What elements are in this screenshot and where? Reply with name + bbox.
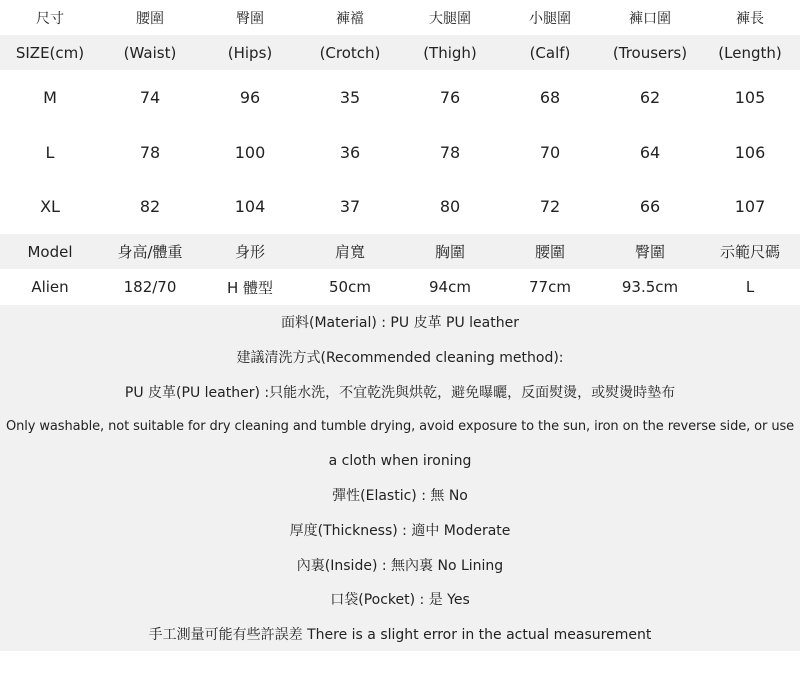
measurement-error-note: 手工測量可能有些許誤差 There is a slight error in the actual measurement	[148, 626, 652, 643]
header-cell: 褲長	[736, 10, 764, 27]
header-cell: (Thigh)	[423, 43, 477, 62]
header-cell: 身形	[234, 243, 265, 262]
inside-note: 內裏(Inside) : 無內裏 No Lining	[296, 557, 504, 574]
table-cell: 80	[439, 197, 461, 217]
header-cell: (Length)	[718, 43, 782, 62]
table-cell: 94cm	[429, 278, 471, 297]
size-cell: L	[45, 142, 55, 162]
table-cell: H 體型	[226, 278, 274, 297]
table-cell: 64	[639, 142, 661, 162]
table-cell: 182/70	[123, 278, 177, 297]
table-cell: 74	[139, 87, 161, 107]
header-cell: 腰圍	[136, 10, 164, 27]
material-note: 面料(Material) : PU 皮革 PU leather	[281, 315, 519, 332]
cleaning-note-en: Only washable, not suitable for dry cleaning and tumble drying, avoid exposure to the sun, iron on the reverse side, or use	[5, 418, 795, 434]
table-cell: 76	[439, 87, 461, 107]
table-cell: 72	[539, 197, 561, 217]
table-cell: 104	[234, 197, 266, 217]
table-cell: 37	[339, 197, 361, 217]
table-cell: 82	[139, 197, 161, 217]
cleaning-title: 建議清洗方式(Recommended cleaning method):	[236, 349, 564, 366]
table-cell: 78	[139, 142, 161, 162]
table-cell: 100	[234, 142, 266, 162]
header-cell: (Calf)	[529, 43, 571, 62]
size-header-en	[0, 35, 800, 70]
elastic-note: 彈性(Elastic) : 無 No	[332, 488, 468, 505]
header-cell: Model	[27, 242, 73, 261]
header-cell: (Waist)	[123, 43, 177, 62]
table-cell: 35	[339, 87, 361, 107]
header-cell: 肩寬	[334, 243, 365, 262]
table-cell: 105	[734, 87, 766, 107]
size-header-zh	[0, 0, 800, 35]
table-cell: 96	[239, 87, 261, 107]
table-cell: L	[745, 278, 755, 297]
model-row	[0, 269, 800, 305]
model-header	[0, 234, 800, 269]
table-cell: 62	[639, 87, 661, 107]
header-cell: 身高/體重	[117, 243, 183, 262]
table-cell: 77cm	[529, 278, 571, 297]
thickness-note: 厚度(Thickness) : 適中 Moderate	[289, 522, 511, 539]
header-cell: (Crotch)	[319, 43, 381, 62]
header-cell: (Hips)	[227, 43, 273, 62]
table-cell: 78	[439, 142, 461, 162]
header-cell: 腰圍	[534, 243, 565, 262]
cleaning-note-zh: PU 皮革(PU leather) :只能水洗，不宜乾洗與烘乾，避免曝曬，反面熨燙，或熨燙時墊布	[124, 384, 676, 401]
header-cell: 尺寸	[36, 10, 64, 27]
cleaning-note-en-cont: a cloth when ironing	[328, 452, 472, 469]
table-cell: 70	[539, 142, 561, 162]
size-cell: M	[43, 87, 57, 107]
header-cell: 示範尺碼	[719, 243, 780, 262]
bottom-spacer	[0, 651, 800, 686]
model-table	[0, 234, 800, 305]
header-cell: 褲襠	[336, 10, 364, 27]
size-cell: XL	[40, 197, 60, 217]
header-cell: 大腿圍	[429, 10, 471, 27]
table-cell: 93.5cm	[621, 278, 679, 297]
table-cell: 66	[639, 197, 661, 217]
table-row	[0, 125, 800, 180]
product-notes	[0, 305, 800, 651]
table-cell: 68	[539, 87, 561, 107]
header-cell: 小腿圍	[529, 10, 571, 27]
table-cell: 107	[734, 197, 766, 217]
header-cell: SIZE(cm)	[15, 43, 85, 62]
pocket-note: 口袋(Pocket) : 是 Yes	[330, 592, 470, 609]
header-cell: 胸圍	[434, 243, 465, 262]
table-cell: 50cm	[329, 278, 371, 297]
table-cell: Alien	[31, 278, 69, 297]
table-row	[0, 70, 800, 125]
header-cell: 臀圍	[236, 10, 264, 27]
header-cell: (Trousers)	[612, 43, 688, 62]
table-cell: 36	[339, 142, 361, 162]
table-cell: 106	[734, 142, 766, 162]
header-cell: 臀圍	[634, 243, 665, 262]
size-table	[0, 0, 800, 234]
table-row	[0, 179, 800, 234]
header-cell: 褲口圍	[629, 10, 671, 27]
